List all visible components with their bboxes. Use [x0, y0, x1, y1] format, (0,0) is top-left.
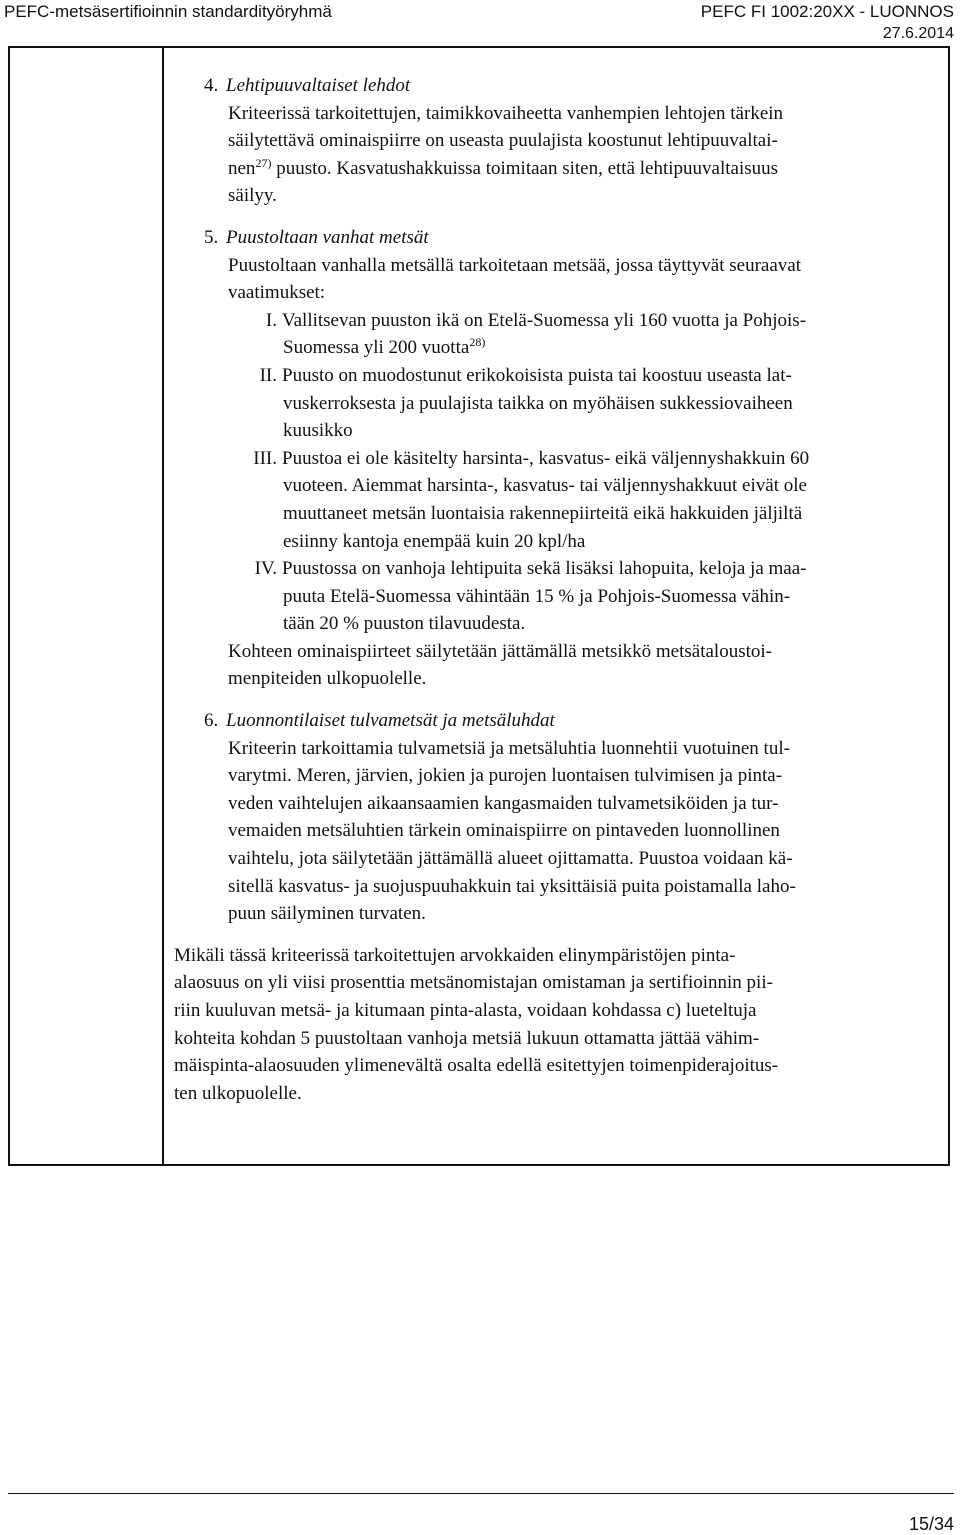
- section-4-heading: 4. Lehtipuuvaltaiset lehdot: [204, 75, 411, 96]
- section-5-title: Puustoltaan vanhat metsät: [226, 226, 429, 248]
- final-paragraph: Mikäli tässä kriteerissä tarkoitettujen arvokkaiden elinympäristöjen pinta- alaosuus on yli viisi prosenttia metsänomistajan omistaman ja sertifioinnin pii- riin kuuluvan metsä- ja kitumaan pinta-alasta, voidaan kohdassa c) lueteltuja kohteita kohdan 5 puustoltaan vanhoja metsiä lukuun ottamatta jättää vähim- mäispinta-alaosuuden ylimenevältä osalta edellä esitettyjen toimenpiderajoitus- ten ulkopuolelle.: [174, 944, 779, 1104]
- item-iv: IV. Puustossa on vanhoja lehtipuita sekä lisäksi lahopuita, keloja ja maa-: [254, 558, 807, 580]
- section-5-heading: 5. Puustoltaan vanhat metsät: [204, 226, 429, 248]
- section-4-title: Lehtipuuvaltaiset lehdot: [226, 75, 411, 96]
- item-i: I. Vallitsevan puuston ikä on Etelä-Suomessa yli 160 vuotta ja Pohjois-: [265, 309, 807, 331]
- footnote-ref-27: 27): [255, 155, 272, 170]
- item-iii: III. Puustoa ei ole käsitelty harsinta-, kasvatus- eikä väljennyshakkuin 60: [253, 447, 810, 469]
- header-date: 27.6.2014: [882, 25, 954, 42]
- header-right: PEFC FI 1002:20XX - LUONNOS: [700, 2, 954, 21]
- footnote-ref-28: 28): [469, 335, 486, 350]
- footer-divider: [8, 1493, 954, 1494]
- item-ii: II. Puusto on muodostunut erikokoisista puista tai koostuu useasta lat-: [259, 364, 792, 386]
- page-number: 15/34: [908, 1514, 954, 1534]
- document-body: 4. Lehtipuuvaltaiset lehdot Kriteerissä tarkoitettujen, taimikkovaiheetta vanhempien lehtojen tärkein säilytettävä ominaispiirre on useasta puulajista koostunut lehtipuuvaltai- nen$^{27)}$ puusto. Kasvatushakkuissa toimitaan siten, että lehtipuuvaltaisuus säilyy. 5. Puustoltaan vanhat metsät Puustoltaan vanhalla metsällä tarkoitetaan metsää, jossa täyttyvät seuraavat vaatimukset: I. Vallitsevan puuston ikä on Etelä-Suomessa yli 160 vuotta ja Pohjois- Suomessa yli 200 vuotta$^{28)}$ II. Puusto on muodostunut erikokoisista puista tai koostuu useasta lat- vuskerroksesta ja puulajista taikka on myöhäisen sukkessiovaiheen kuusikko III. Puustoa ei ole käsitelty harsinta-, kasvatus- eikä väljennyshakkuin 60 vuoteen. Aiemmat harsinta-, kasvatus- tai väljennyshakkuut eivät ole muuttaneet metsän luontaisia rakennepiirteitä eikä hakkuiden jäljiltä esiinny kantoja enempää kuin 20 kpl/ha IV. Puustossa on vanhoja lehtipuita sekä lisäksi lahopuita, keloja ja maa- puuta Etelä-Suomessa vähintään 15 % ja Pohjois-Suomessa vähin- tään 20 % puuston tilavuudesta. Kohteen ominaispiirteet säilytetään jättämällä metsikkö metsätaloustoi- menpiteiden ulkopuolelle. 6. Luonnontilaiset tulvametsät ja metsäluhdat Kriteerin tarkoittamia tulvametsiä ja metsäluhtia luonnehtii vuotuinen tul- varytmi. Meren, järvien, jokien ja purojen luontaisen tulvimisen ja pinta- veden vaihtelujen aikaansaamien kangasmaiden tulvametsiköiden ja tur- vemaiden metsäluhtien tärkein ominaispiirre on pintaveden luonnollinen vaihtelu, jota säilytetään jättämällä alueet ojittamatta. Puustoa voidaan kä- sitellä kasvatus- ja suojuspuuhakkuin tai yksittäisiä puita poistamalla laho- puun säilyminen turvaten. Mikäli tässä kriteerissä tarkoitettujen arvokkaiden elinympäristöjen pinta- alaosuus on yli viisi prosenttia metsänomistajan omistaman ja sertifioinnin pii- riin kuuluvan metsä- ja kitumaan pinta-alasta, voidaan kohdassa c) lueteltuja kohteita kohdan 5 puustoltaan vanhoja metsiä lukuun ottamatta jättää vähim- mäispinta-alaosuuden ylimenevältä osalta edellä esitettyjen toimenpiderajoitus- ten ulkopuolelle.: [174, 72, 934, 1107]
- left-column: [10, 48, 164, 1164]
- section-6-title: Luonnontilaiset tulvametsät ja metsäluhdat: [226, 710, 555, 732]
- section-6-heading: 6. Luonnontilaiset tulvametsät ja metsäluhdat: [204, 710, 555, 732]
- header-left: PEFC-metsäsertifioinnin standardityöryhmä: [4, 2, 332, 21]
